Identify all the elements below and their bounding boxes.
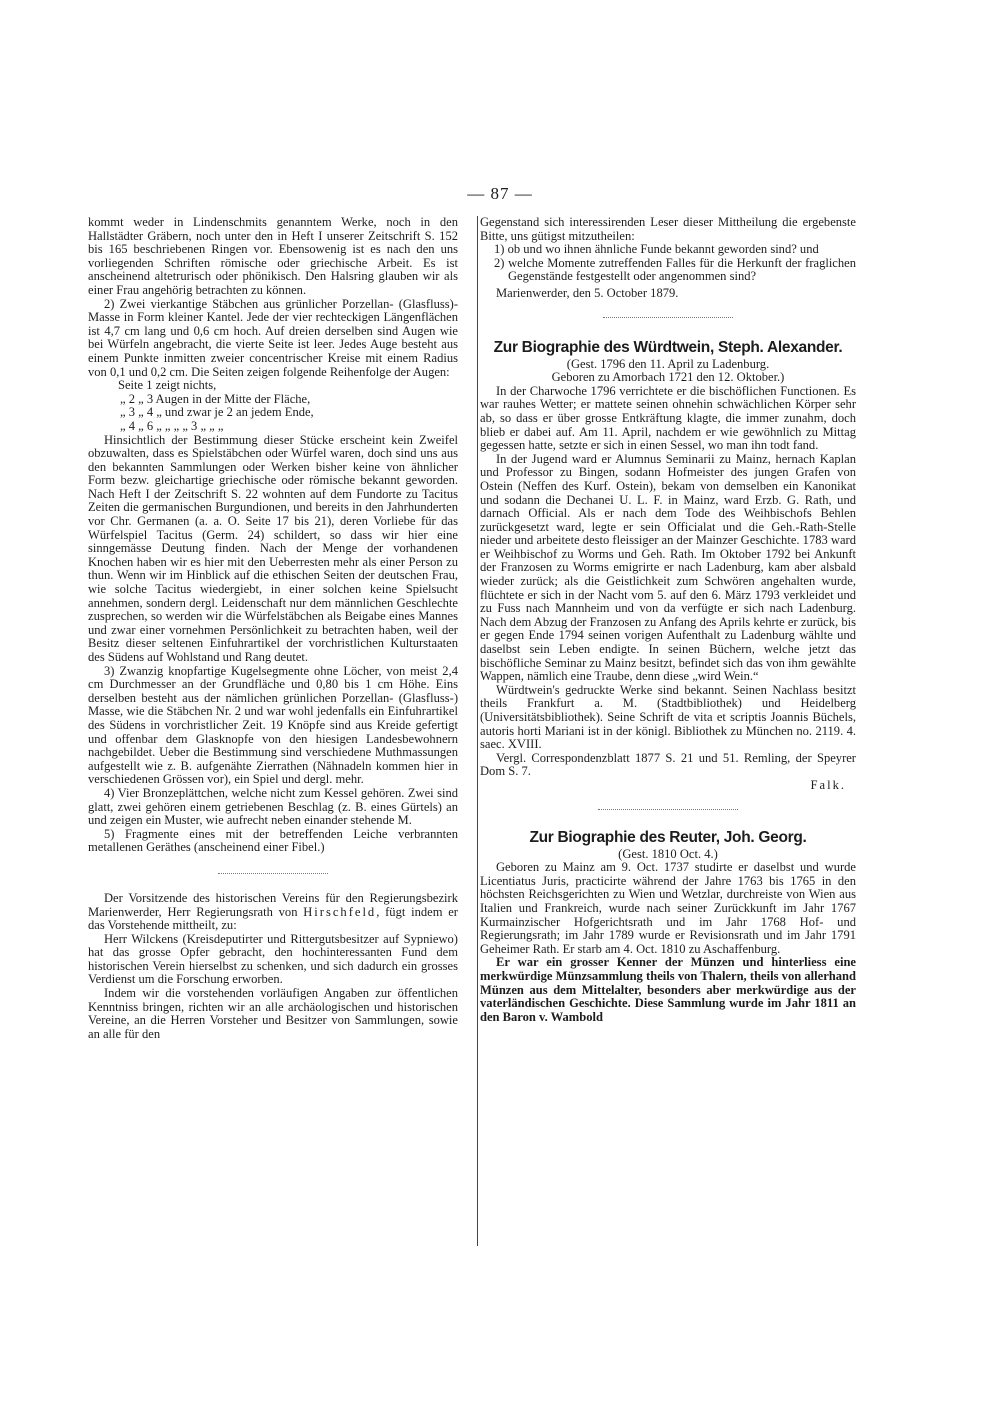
signoff: Marienwerder, den 5. October 1879.: [496, 285, 679, 300]
column-divider: [477, 216, 478, 1246]
section-spacer: [88, 855, 458, 873]
section-subtitle: (Gest. 1796 den 11. April zu Ladenburg.: [566, 356, 770, 371]
paragraph: Vergl. Correspondenzblatt 1877 S. 21 und 51. Remling, der Speyrer Dom S. 7.: [480, 750, 856, 779]
paragraph: Geboren zu Mainz am 9. Oct. 1737 studirte er daselbst und wurde Licentiatus Juris, practicirte während der Jahre 1763 bis 1765 in den höchsten Reichsgerichten zu Wien und Wetzlar, durchreiste von Wien aus Italien und Frankreich, wurde nach seiner Zurückkunft im Jahr 1767 Kurmainzischer Hofgerichtsrath und im Jahr 1768 Hof- und Regierungsrath; im Jahr 1789 wurde er Revisionsrath und im Jahr 1791 Geheimer Rath. Er starb am 4. Oct. 1810 zu Aschaffenburg.: [480, 860, 856, 956]
paragraph-text: Der Vorsitzende des historischen Vereins für den Regierungsbezirk Marienwerder, Herr Regierungsrath von: [88, 890, 458, 919]
paragraph: Hinsichtlich der Bestimmung dieser Stücke erscheint kein Zweifel obzuwalten, dass es Spielstäbchen oder Würfel waren, doch sind uns aus den bekannten Sammlungen oder Werken bisher keine von ähnlicher Form bezw. gleichartige griechische oder römische bekannt geworden. Nach Heft I der Zeitschrift S. 22 wohnten auf dem Fundorte zu Tacitus Zeiten die germanischen Burgundionen, und bereits in den Jahrhunderten vor Chr. Germanen (a. a. O. Seite 17 bis 21), deren Vorliebe für das Würfelspiel Tacitus (Germ. 24) schildert, so dass wir hier eine sinngemässe Deutung finden. Nach der Menge der vorhandenen Knochen haben wir es hier mit den Ueberresten mehr als einer Person zu thun. Wenn wir im Hinblick auf die ethischen Seiten der deutschen Frau, wie solche Tacitus wiedergiebt, in einer solchen keine Spielsucht annehmen, sondern dergl. Leidenschaft nur dem männlichen Geschlechte zusprechen, so werden wir die Würfelstäbchen als Beigabe eines Mannes und zwar einer vornehmen Persönlichkeit zu betrachten haben, weil der Besitz dieser seltenen Einfuhrartikel der vorchristlichen Kulturstaaten des Südens auf Wohlstand und Rang deutet.: [88, 432, 458, 664]
section-subtitle: Geboren zu Amorbach 1721 den 12. Oktober.): [551, 370, 785, 385]
section-spacer: [480, 318, 856, 338]
list-item: 2) welche Momente zutreffenden Falles für die Herkunft der fraglichen Gegenstände festgestellt oder angenommen sind?: [494, 255, 856, 284]
paragraph: [88, 892, 458, 933]
paragraph: 3) Zwanzig knopfartige Kugelsegmente ohne Löcher, von meist 2,4 cm Durchmesser an der Grundfläche und 0,80 bis 1 cm Höhe. Eins derselben besteht aus der nämlichen grünlichen Porzellan- (Glasfluss-) Masse, wie die Stäbchen Nr. 2 und war wohl jedenfalls ein Einfuhrartikel des Südens in vorchristlicher Zeit. 19 Knöpfe sind aus Kreide gefertigt und offenbar dem Glasknopfe von den hiesigen Landesbewohnern nachgebildet. Ueber die Bestimmung sind verschiedene Muthmassungen aufgestellt wie z. B. aufgenähte Zierrathen (Nähnadeln kommen hier in verschiedenen Grössen vor), ein Spiel und dergl. mehr.: [88, 663, 458, 787]
section-spacer: [480, 793, 856, 809]
paragraph: Würdtwein's gedruckte Werke sind bekannt. Seinen Nachlass besitzt theils Frankfurt a. M. (Stadtbibliothek) und Heidelberg (Universitätsbibliothek). Seine Schrift de vita et scriptis Joannis Büchels, autoris horti Mariani ist in der königl. Bibliothek zu München no. 2119. 4. saec. XVIII.: [480, 682, 856, 752]
author-signature: Falk.: [810, 777, 846, 792]
section-subtitle: (Gest. 1810 Oct. 4.): [618, 846, 718, 861]
paragraph: Er war ein grosser Kenner der Münzen und hinterliess eine merkwürdige Münzsammlung theils von Thalern, theils von allerhand Münzen aus dem Mittelalter, besonders aber merkwürdige aus der vaterländischen Geschichte. Diese Sammlung wurde im Jahr 1811 an den Baron v. Wambold: [480, 955, 856, 1024]
section-spacer: [480, 301, 856, 317]
dice-face-list: [88, 379, 458, 433]
list-item: 1) ob und wo ihnen ähnliche Funde bekannt geworden sind? und: [494, 242, 819, 257]
paragraph: Indem wir die vorstehenden vorläufigen Angaben zur öffentlichen Kenntniss bringen, richten wir an alle archäologischen und historischen Vereine, an die Herren Vorsteher und Besitzer von Sammlungen, sowie an alle für den: [88, 986, 458, 1041]
list-item: „ 3 „ 4 „ und zwar je 2 an jedem Ende,: [120, 405, 314, 420]
paragraph: Herr Wilckens (Kreisdeputirter und Rittergutsbesitzer auf Sypniewo) hat das grosse Opfer gebracht, den hochinteressanten Fund dem historischen Verein hierselbst zu schenken, und sich dadurch ein grosses Verdienst um die Forschung erworben.: [88, 931, 458, 987]
paragraph: kommt weder in Lindenschmits genanntem Werke, noch in den Hallstädter Gräbern, noch unter den in Heft I unserer Zeitschrift S. 152 bis 165 beschriebenen Ringen vor. Ebensowenig ist es nach den uns vorliegenden Schriften römische oder griechische Arbeit. Es ist anscheinend altetrurisch oder phönikisch. Den Halsring glauben wir als einer Frau angehörig betrachten zu können.: [88, 215, 458, 297]
left-column: [88, 216, 458, 1041]
paragraph: In der Jugend ward er Alumnus Seminarii zu Mainz, hernach Kaplan und Professor zu Bingen, sodann Hofmeister des jungen Grafen von Ostein (Neffen des Kurf. Ostein), bekam von demselben ein Kanonikat und sodann die Dechanei U. L. F. in Mainz, ward Erzb. G. Rath, und darnach Official. Als er nach dem Tode des Weihbischofs Behlen zurückgesetzt ward, legte er sein Officialat und die Geh.-Rath-Stelle nieder und arbeitete desto fleissiger an der Mainzer Geschichte. 1783 ward er Weihbischof zu Worms und Geh. Rath. Im Oktober 1792 bei Ankunft der Franzosen zu Worms emigrirte er nach Ladenburg, kam aber alsbald wieder zurück; als die Geistlichkeit zum Schwören angehalten wurde, flüchtete er sich in der Nacht vom 5. auf den 6. März 1793 verkleidet und zu Fuss nach Mannheim und von da verfügte er sich nach Ladenburg. Nach dem Abzug der Franzosen zu Anfang des Aprils kehrte er zurück, bis er gegen Ende 1794 seinen vorigen Aufenthalt zu Ladenburg wählte und daselbst sein Leben endigte. In seinen Büchern, welche jetzt das bischöfliche Seminar zu Mainz besitzt, befindet sich das von ihm gewählte Wappen, nämlich eine Traube, denn diese „wird Wein.“: [480, 451, 856, 684]
paragraph: Gegenstand sich interessirenden Leser dieser Mittheilung die ergebenste Bitte, uns gütigst mitzutheilen:: [480, 215, 856, 243]
paragraph: 2) Zwei vierkantige Stäbchen aus grünlicher Porzellan- (Glasfluss)-Masse in Form kleiner Kantel. Jede der vier rechteckigen Längenflächen ist 4,7 cm lang und 0,6 cm hoch. Auf dreien derselben sind Augen wie bei Würfeln angebracht, die vierte Seite ist leer. Jedes Auge besteht aus einem Punkte inmitten zweier concentrischer Kreise mit einem Radius von 0,1 und 0,2 cm. Die Seiten zeigen folgende Reihenfolge der Augen:: [88, 296, 458, 379]
person-name: Hirschfeld: [303, 904, 377, 919]
paragraph: 5) Fragmente eines mit der betreffenden Leiche verbrannten metallenen Geräthes (anscheinend einer Fibel.): [88, 826, 458, 855]
list-item: „ 4 „ 6 „ „ „ „ 3 „ „ „: [120, 418, 224, 433]
section-spacer: [480, 810, 856, 828]
list-item: „ 2 „ 3 Augen in der Mitte der Fläche,: [120, 391, 311, 406]
paragraph-text: , fügt indem er das Vorstehende mittheilt, zu:: [88, 904, 458, 933]
section-title: Zur Biographie des Reuter, Joh. Georg.: [529, 828, 807, 846]
paragraph: In der Charwoche 1796 verrichtete er die bischöflichen Functionen. Es war rauhes Wetter; er mattete seinen ohnehin schwächlichen Körper sehr ab, so dass er über grosse Entkräftung klagte, die immer zunahm, doch blieb er dabei auf. Am 11. April, nachdem er wie gewöhnlich zu Mittag gegessen hatte, setzte er sich in einen Sessel, wo man ihn todt fand.: [480, 383, 856, 453]
page-number: — 87 —: [467, 184, 533, 203]
paragraph: 4) Vier Bronzeplättchen, welche nicht zum Kessel gehören. Zwei sind glatt, zwei gehören einem getriebenen Beschlag (z. B. eines Gürtels) an und zeigen ein Muster, wie aufrecht neben einander stehende M.: [88, 785, 458, 828]
section-spacer: [88, 874, 458, 892]
list-item: Seite 1 zeigt nichts,: [118, 378, 217, 393]
right-column: [480, 216, 856, 1024]
section-title: Zur Biographie des Würdtwein, Steph. Alexander.: [493, 338, 843, 356]
